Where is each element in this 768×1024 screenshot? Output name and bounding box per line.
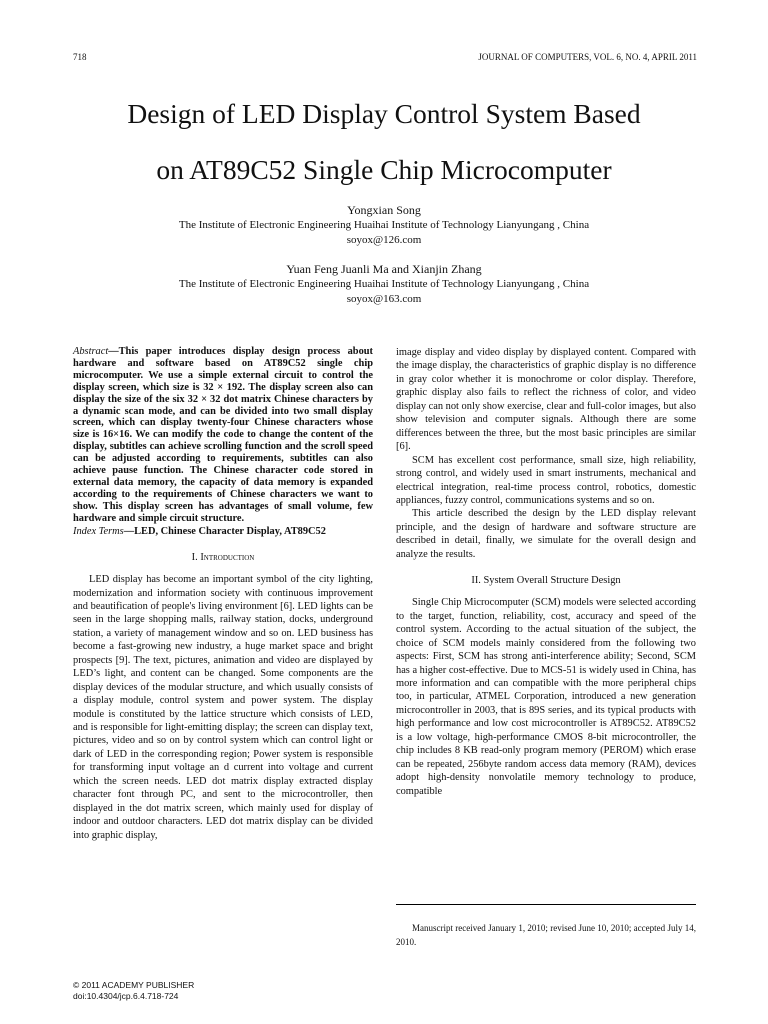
publisher-info xyxy=(73,980,194,1002)
body-paragraph: image display and video display by displayed content. Compared with the image display, the characteristics of graphic display is no difference in gray color whether it is monochrome or color display. Therefore, graphic display also fails to reflect the richness of color, and video display can not only show exercise, clear and full-color images, but also show television and computer signals. Although there are some differences between the three, but the most basic principles are similar [6]. xyxy=(396,347,696,453)
footnote-divider xyxy=(396,904,696,905)
section-number: II. xyxy=(471,575,481,587)
author-affiliation: The Institute of Electronic Engineering Huaihai Institute of Technology Lianyungang , China xyxy=(178,278,590,290)
section-title: Introduction xyxy=(200,552,255,564)
body-paragraph: This article described the design by the LED display relevant principle, and the design of hardware and software structure are described in detail, finally, we simulate for the overall design and analyze the results. xyxy=(396,508,696,560)
copyright-notice: © 2011 ACADEMY PUBLISHER xyxy=(73,980,195,990)
author-email[interactable]: soyox@163.com xyxy=(346,293,422,305)
left-column xyxy=(73,346,373,842)
section-number: I. xyxy=(191,552,198,564)
index-terms-text: —LED, Chinese Character Display, AT89C52 xyxy=(123,525,326,537)
abstract xyxy=(73,346,373,525)
intro-paragraph: LED display has become an important symbol of the city lighting, modernization and information society with continuous improvement and beautification of people's living environment [6]. LED lights can be seen in the large shopping malls, railway station, docks, underground station, a variety of management window and so on. LED business has become a fast-growing new industry, a huge market space and bright prospects [9]. The text, pictures, animation and video are displayed by LED’s light, and content can be changed. Some components are the display devices of the modular structure, and which usually consists of a display module, control system and power system. The display module is constituted by the lattice structure which consists of LED, and is responsible for light-emitting display; the screen can display text, pictures, video and so on by control system which can control light or dark of LED in the corresponding region; Power system is responsible for transforming input voltage an d current into voltage and current which the screen needs. LED dot matrix display extracted display character font through PC, and sent to the microcontroller, then displayed in the dot matrix screen, which mainly used for display of indoor and outdoor characters. LED dot matrix display can be divided into graphic display, xyxy=(73,574,373,841)
section-heading-overall-structure xyxy=(396,574,696,588)
section-heading-introduction xyxy=(73,551,373,565)
index-terms-label: Index Terms xyxy=(73,525,124,537)
journal-name: JOURNAL OF COMPUTERS, VOL. 6, NO. 4, APRIL 2011 xyxy=(478,52,697,62)
section-title: System Overall Structure Design xyxy=(483,575,621,587)
abstract-text: —This paper introduces display design process about hardware and software based on AT89C52 single chip microcomputer. We use a simple external circuit to control the display screen, which size is 32 × 192. The display screen also can display the size of the six 32 × 32 dot matrix Chinese characters by a dynamic scan mode, and can be divided into two small display screen, which can display twenty-four Chinese characters whose size is 16×16. We can modify the code to change the content of the display, subtitles can achieve scrolling function and the scroll speed can be adjusted according to requirements, subtitles can also achieve pause function. The Chinese character code stored in external data memory, the capacity of data memory is expanded according to the requirements of Chinese characters we want to show. This display screen has advantages of small volume, few hardware and simple circuit structure. xyxy=(73,346,373,524)
page-header xyxy=(73,52,697,66)
body-paragraph: SCM has excellent cost performance, small size, high reliability, strong control, and widely used in smart instruments, mechanical and electrical integration, real-time process control, robotics, domestic appliances, fuzzy control, communications systems and so on. xyxy=(396,454,696,506)
author-block-2 xyxy=(40,261,728,307)
body-paragraph: Single Chip Microcomputer (SCM) models were selected according to the target, function, reliability, cost, accuracy and speed of the control system. According to the actual situation of the subject, the choice of SCM models mainly considered from the following two aspects: First, SCM has strong anti-interference ability; Second, SCM has a higher cost-effective. Due to MCS-51 is widely used in China, has more information and can compatible with the more peripheral chips too, in particular, ATMEL Corporation, introduced a new generation microcontroller in 2003, that is 89S series, and its typical products with high performance and low cost microcontroller is AT89C52. AT89C52 is a low voltage, high-performance CMOS 8-bit microcontroller, the chip includes 8 KB read-only program memory (PEROM) which erase can be repeated, 256byte random access data memory (RAM), devices adopt high-density nonvolatile memory technology to produce, compatible xyxy=(396,597,696,797)
abstract-label: Abstract xyxy=(73,346,109,357)
author-names: Yongxian Song xyxy=(347,203,421,217)
author-names: Yuan Feng Juanli Ma and Xianjin Zhang xyxy=(286,262,482,276)
author-block-1 xyxy=(40,202,728,248)
paper-title-line-1: Design of LED Display Control System Based xyxy=(127,98,641,129)
page-number: 718 xyxy=(73,52,87,62)
index-terms xyxy=(73,525,373,538)
doi[interactable]: doi:10.4304/jcp.6.4.718-724 xyxy=(73,991,179,1001)
paper-title-line-2: on AT89C52 Single Chip Microcomputer xyxy=(156,154,612,185)
manuscript-footnote: Manuscript received January 1, 2010; revised June 10, 2010; accepted July 14, 2010. xyxy=(396,923,696,947)
author-email[interactable]: soyox@126.com xyxy=(346,234,422,246)
author-affiliation: The Institute of Electronic Engineering Huaihai Institute of Technology Lianyungang , China xyxy=(178,219,590,231)
right-column xyxy=(396,346,696,798)
